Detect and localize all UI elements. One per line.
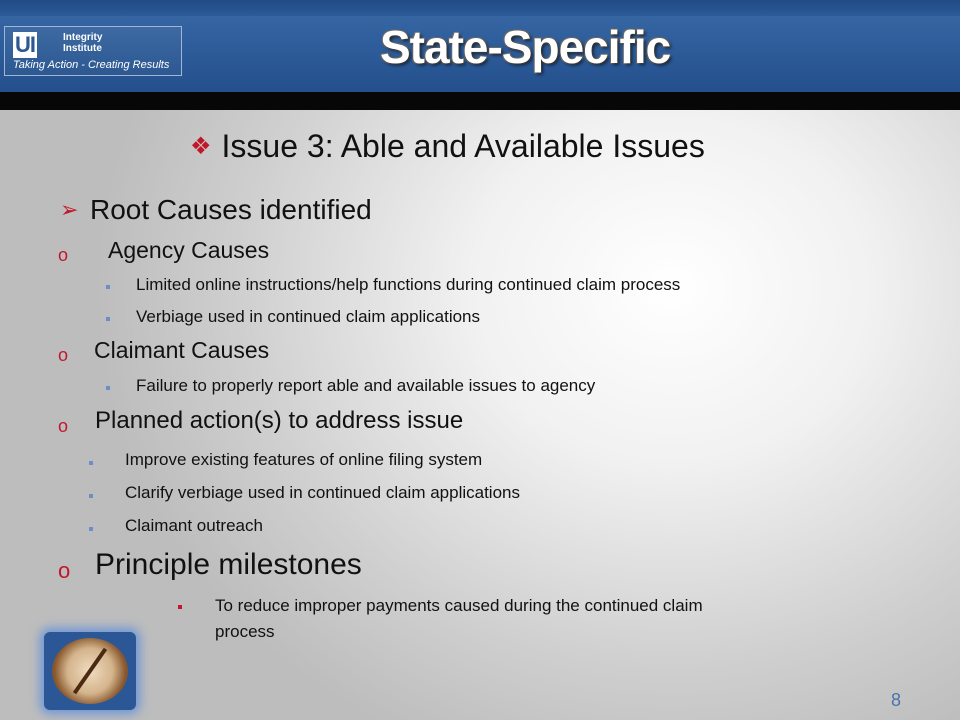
page-number: 8 — [891, 690, 902, 710]
agency-causes-heading: Agency Causes — [108, 237, 270, 263]
integrity-institute-logo — [4, 26, 182, 76]
subtitle-text: Issue 3: Able and Available Issues — [221, 128, 705, 164]
milestones-heading: Principle milestones — [95, 548, 362, 581]
logo-tagline: Taking Action - Creating Results — [13, 59, 170, 71]
compass-badge-image — [44, 632, 136, 710]
slide-title: State-Specific — [380, 21, 671, 73]
logo-name-line1: Integrity — [63, 32, 103, 43]
logo-mark: UI — [15, 32, 35, 57]
milestone-item-line2: process — [215, 622, 275, 641]
slide-header — [0, 0, 960, 92]
compass-icon — [52, 638, 128, 704]
square-bullet-icon — [178, 605, 182, 609]
square-bullet-icon — [89, 527, 93, 531]
diamond-bullet-icon: ❖ — [190, 133, 212, 160]
planned-actions-heading: Planned action(s) to address issue — [95, 407, 464, 434]
logo-name — [63, 32, 102, 54]
agency-item: Limited online instructions/help functions during continued claim process — [136, 275, 681, 294]
milestone-item-line1: To reduce improper payments caused during the continued claim — [215, 596, 703, 615]
circle-bullet-icon: o — [58, 345, 69, 365]
planned-item: Clarify verbiage used in continued claim applications — [125, 483, 520, 502]
root-causes-heading — [60, 194, 372, 226]
square-bullet-icon — [89, 461, 93, 465]
planned-item: Claimant outreach — [125, 516, 263, 535]
circle-bullet-icon: o — [58, 416, 69, 436]
root-causes-text: Root Causes identified — [90, 194, 372, 225]
header-divider-bar — [0, 92, 960, 110]
logo-name-line2: Institute — [63, 43, 102, 54]
claimant-item: Failure to properly report able and available issues to agency — [136, 376, 596, 395]
square-bullet-icon — [106, 386, 110, 390]
square-bullet-icon — [89, 494, 93, 498]
claimant-causes-heading: Claimant Causes — [94, 337, 270, 363]
arrow-bullet-icon: ➢ — [60, 197, 79, 222]
compass-needle — [73, 648, 107, 695]
square-bullet-icon — [106, 317, 110, 321]
circle-bullet-icon: o — [58, 245, 69, 265]
slide-subtitle — [190, 128, 705, 165]
planned-item: Improve existing features of online filing system — [125, 450, 483, 469]
circle-bullet-icon: o — [58, 558, 71, 583]
header-top-band — [0, 0, 960, 16]
square-bullet-icon — [106, 285, 110, 289]
agency-item: Verbiage used in continued claim applications — [136, 307, 481, 326]
